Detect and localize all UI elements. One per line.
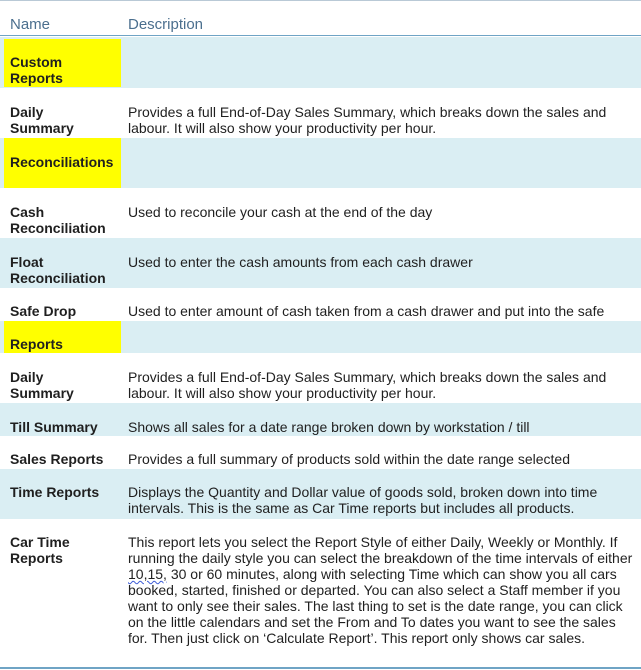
row-name: Cash Reconciliation (10, 204, 106, 236)
row-description: Used to enter amount of cash taken from a cash drawer and put into the safe (128, 303, 605, 319)
section-row-reports (0, 321, 641, 353)
table-row-cash-reconciliation (0, 188, 641, 238)
table-row-float-reconciliation (0, 238, 641, 288)
row-description: Shows all sales for a date range broken down by workstation / till (128, 419, 530, 435)
section-row-reconciliations (0, 138, 641, 188)
row-name: Reports (10, 336, 63, 352)
row-description: Provides a full summary of products sold within the date range selected (128, 451, 571, 467)
row-name: Car Time Reports (10, 534, 70, 566)
row-description (128, 534, 638, 646)
row-description: Used to reconcile your cash at the end of the day (128, 204, 433, 220)
table-row-daily-summary (0, 353, 641, 403)
row-name: Till Summary (10, 419, 98, 435)
table-row-sales-reports (0, 436, 641, 469)
description-text: 30 or 60 minutes, along with selecting Time which can show you all cars booked, started, finished or departed. You can also select a Staff member if you want to only see their sales. The last thing to set is the date range, you can click on the little calendars and set the From and To dates you want to see the sales for. Then just click on ‘Calculate Report’. This report only shows car sales. (128, 566, 623, 646)
row-name: Daily Summary (10, 104, 74, 136)
section-row-custom-reports (0, 37, 641, 88)
row-name: Time Reports (10, 484, 100, 500)
row-description: Used to enter the cash amounts from each cash drawer (128, 254, 473, 270)
row-name: Float Reconciliation (10, 254, 106, 286)
row-name: Daily Summary (10, 369, 74, 401)
column-header-name: Name (10, 16, 51, 33)
row-name: Safe Drop (10, 303, 77, 319)
table-row-safe-drop (0, 288, 641, 321)
row-description: Displays the Quantity and Dollar value of goods sold, broken down into time intervals. This is the same as Car Time reports but includes all products. (128, 484, 598, 516)
row-name: Sales Reports (10, 451, 104, 467)
row-description: Provides a full End-of-Day Sales Summary, which breaks down the sales and labour. It will also show your productivity per hour. (128, 369, 607, 401)
row-name: Custom Reports (10, 54, 63, 86)
table-row-car-time-reports (0, 519, 641, 667)
spellcheck-flagged-text: 10,15, (128, 566, 167, 582)
row-name: Reconciliations (10, 154, 114, 170)
description-text: This report lets you select the Report Style of either Daily, Weekly or Monthly. If running the daily style you can select the breakdown of the time intervals of either (128, 534, 633, 566)
table-header (0, 0, 641, 36)
column-header-description: Description (128, 16, 204, 33)
row-description: Provides a full End-of-Day Sales Summary, which breaks down the sales and labour. It will also show your productivity per hour. (128, 104, 607, 136)
table-row-daily-summary (0, 88, 641, 138)
table-row-time-reports (0, 469, 641, 519)
table-row-till-summary (0, 403, 641, 436)
bottom-rule (0, 667, 641, 669)
